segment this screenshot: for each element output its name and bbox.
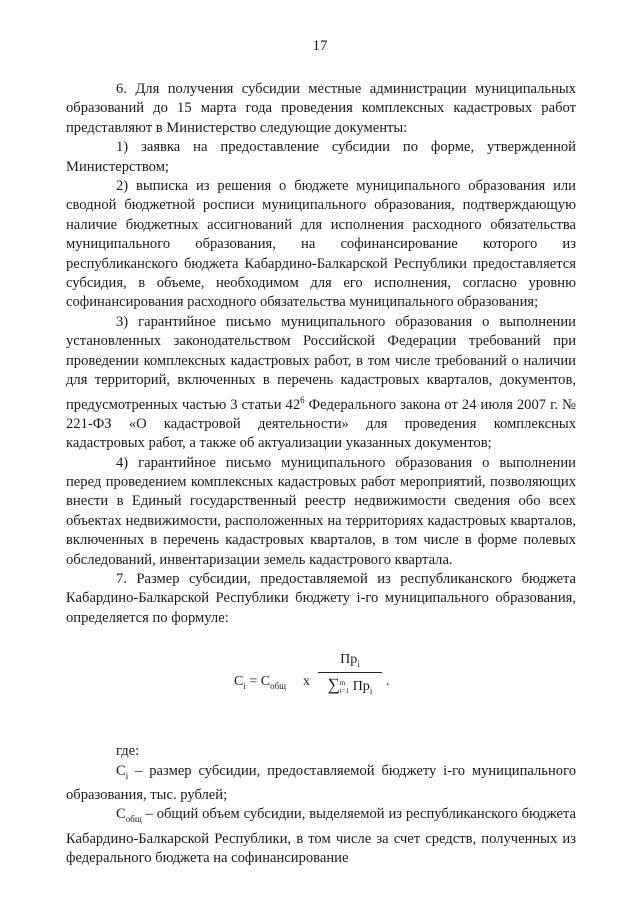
definition-ci xyxy=(66,762,576,806)
formula-num-index: i xyxy=(357,659,360,670)
paragraph-7: 7. Размер субсидии, предоставляемой из республиканского бюджета Кабардино-Балкарской Республики бюджету i-го муниципального образования, определяется по формуле: xyxy=(66,571,576,626)
formula-c-index: i xyxy=(243,681,246,692)
def-ci-symbol: C xyxy=(116,762,126,779)
paragraph-item-4: 4) гарантийное письмо муниципального образования о выполнении перед проведением комплексных кадастровых работ мероприятий, позволяющих внести в Единый государственный реестр недвижимости сведения обо всех объектах недвижимости, расположенных на территориях кадастровых кварталов, включенных в перечень кадастровых кварталов, в том числе в форме полевых обследований, инвентаризации земель кадастрового квартала. xyxy=(66,454,576,568)
document-body xyxy=(66,80,576,868)
formula-eq-c: = C xyxy=(245,674,271,690)
paragraph-item-3 xyxy=(66,313,576,454)
def-ci-index: i xyxy=(125,770,129,781)
formula-period: . xyxy=(386,674,390,690)
paragraph-6: 6. Для получения субсидии местные администрации муниципальных образований до 15 марта года проведения комплексных кадастровых работ представляют в Министерство следующие документы: xyxy=(66,81,576,136)
formula-den-index: i xyxy=(369,686,373,697)
paragraph-item-1: 1) заявка на предоставление субсидии по форме, утвержденной Министерством; xyxy=(66,139,576,175)
formula-num-pr: Пр xyxy=(340,652,358,668)
article-superscript: 6 xyxy=(300,394,305,405)
formula-obsh-index: общ xyxy=(270,681,287,692)
subsidy-formula xyxy=(66,650,576,714)
definition-cobsh-text: – общий объем субсидии, выделяемой из республиканского бюджета Кабардино-Балкарской Республики, в том числе за счет средств, полученных из федерального бюджета на софинансирование xyxy=(66,806,576,867)
formula-c: C xyxy=(234,674,244,690)
where-label: где: xyxy=(116,743,140,760)
page-number: 17 xyxy=(312,38,328,54)
formula-sum-limits xyxy=(340,679,349,695)
definition-cobsh xyxy=(66,805,576,868)
formula-fraction-bar xyxy=(318,672,382,673)
formula-lhs xyxy=(234,672,286,696)
formula-den-pr: Пр xyxy=(352,679,370,695)
def-cobsh-symbol: C xyxy=(116,806,126,823)
formula-denominator xyxy=(318,675,382,701)
def-cobsh-index: общ xyxy=(125,814,142,825)
paragraph-item-2: 2) выписка из решения о бюджете муниципального образования или сводной бюджетной росписи муниципального образования, подтверждающую наличие бюджетных ассигнований для исполнения расходного обязательства муниципального образования, на софинансирование которого из республиканского бюджета Кабардино-Балкарской Республики предоставляется субсидия, в объеме, необходимом для его исполнения, согласно уровню софинансирования расходного обязательства муниципального образования; xyxy=(66,178,576,311)
formula-sum-sign: ∑ xyxy=(327,675,340,695)
formula-sum-top: m xyxy=(339,679,346,688)
paragraph-item-3-tail: Федерального закона от 24 июля 2007 г. № 221-ФЗ «О кадастровой деятельности» для проведения комплексных кадастровых работ, а также об актуализации указанных документов; xyxy=(66,396,576,452)
formula-numerator xyxy=(318,650,382,670)
formula-sum-bottom: i=1 xyxy=(339,687,350,696)
formula-fraction xyxy=(318,650,382,701)
definition-ci-text: – размер субсидии, предоставляемой бюджету i-го муниципального образования, тыс. рублей; xyxy=(66,762,576,803)
formula-multiply: x xyxy=(303,674,310,690)
paragraph-item-3-text: 3) гарантийное письмо муниципального образования о выполнении установленных законодательством Российской Федерации требований при проведении комплексных кадастровых работ, в том числе требований о наличии для территорий, включенных в перечень кадастровых кварталов, документов, предусмотренных частью 3 статьи 42 xyxy=(66,313,576,413)
